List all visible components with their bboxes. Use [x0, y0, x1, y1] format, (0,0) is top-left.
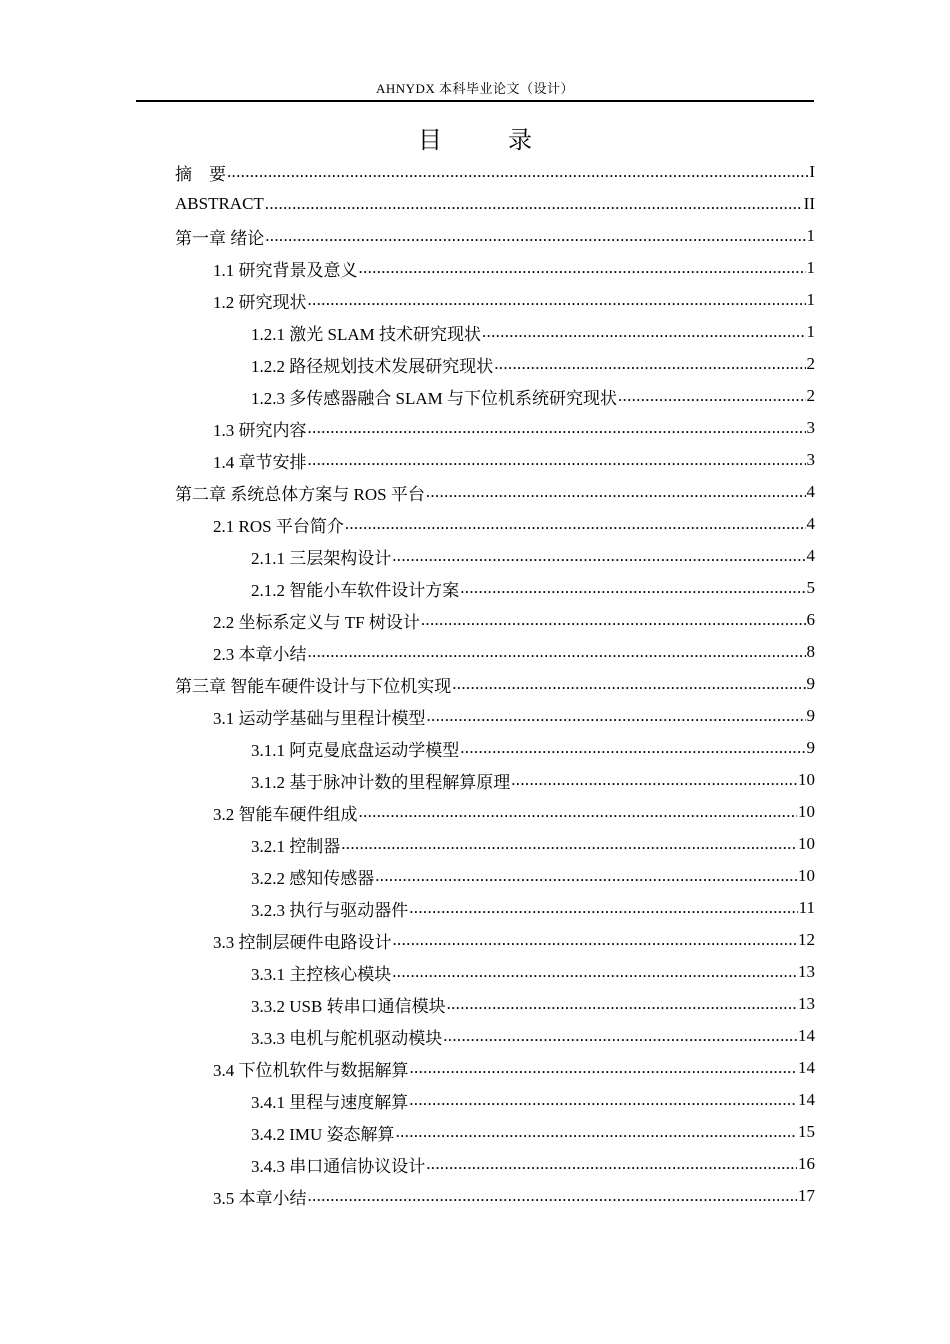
toc-entry[interactable]: [175, 732, 815, 764]
toc-entry-page-number: 4: [806, 514, 815, 533]
toc-entry[interactable]: [175, 188, 815, 220]
toc-entry[interactable]: [175, 252, 815, 284]
toc-dot-leader: [426, 482, 806, 502]
toc-entry-page-number: 10: [798, 802, 815, 821]
toc-entry[interactable]: [175, 636, 815, 668]
toc-entry-label: ABSTRACT: [175, 194, 264, 213]
toc-entry-label: 3.4.3 串口通信协议设计: [251, 1156, 426, 1176]
toc-dot-leader: [494, 354, 805, 374]
toc-dot-leader: [345, 514, 806, 534]
toc-entry-page-number: 16: [798, 1154, 815, 1173]
toc-entry[interactable]: [175, 892, 815, 924]
toc-dot-leader: [308, 290, 806, 310]
toc-entry[interactable]: [175, 316, 815, 348]
toc-dot-leader: [409, 1090, 797, 1110]
toc-dot-leader: [447, 994, 797, 1014]
toc-entry-label: 1.4 章节安排: [213, 452, 307, 472]
toc-entry-label: 3.4 下位机软件与数据解算: [213, 1060, 409, 1080]
toc-entry-label: 2.2 坐标系定义与 TF 树设计: [213, 612, 420, 632]
toc-entry-label: 3.1 运动学基础与里程计模型: [213, 708, 426, 728]
toc-entry-page-number: 15: [798, 1122, 815, 1141]
toc-entry-page-number: I: [809, 162, 815, 181]
toc-dot-leader: [427, 706, 806, 726]
toc-dot-leader: [393, 930, 798, 950]
toc-entry-page-number: 1: [806, 226, 815, 245]
toc-entry-label: 1.2 研究现状: [213, 292, 307, 312]
toc-entry[interactable]: [175, 220, 815, 252]
toc-entry-label: 2.3 本章小结: [213, 644, 307, 664]
toc-entry-label: 第一章 绪论: [175, 228, 265, 248]
toc-entry[interactable]: [175, 604, 815, 636]
toc-entry-label: 3.3.2 USB 转串口通信模块: [251, 996, 446, 1016]
toc-dot-leader: [265, 194, 803, 214]
toc-entry-page-number: 6: [806, 610, 815, 629]
toc-dot-leader: [618, 386, 806, 406]
running-header: AHNYDX 本科毕业论文（设计）: [375, 81, 575, 96]
toc-dot-leader: [443, 1026, 797, 1046]
toc-entry[interactable]: [175, 1116, 815, 1148]
toc-dot-leader: [392, 546, 805, 566]
toc-entry[interactable]: [175, 1180, 815, 1212]
toc-entry[interactable]: [175, 828, 815, 860]
toc-dot-leader: [460, 578, 805, 598]
toc-entry[interactable]: [175, 380, 815, 412]
toc-entry[interactable]: [175, 540, 815, 572]
toc-entry[interactable]: [175, 764, 815, 796]
toc-entry-label: 3.2.2 感知传感器: [251, 868, 375, 888]
toc-entry-page-number: 13: [798, 994, 815, 1013]
toc-dot-leader: [308, 450, 806, 470]
toc-entry-page-number: 1: [806, 322, 815, 341]
toc-entry[interactable]: [175, 572, 815, 604]
toc-entry[interactable]: [175, 988, 815, 1020]
toc-dot-leader: [392, 962, 797, 982]
toc-entry-label: 1.2.1 激光 SLAM 技术研究现状: [251, 324, 481, 344]
toc-dot-leader: [421, 610, 806, 630]
toc-entry[interactable]: [175, 476, 815, 508]
toc-entry-label: 3.1.1 阿克曼底盘运动学模型: [251, 740, 460, 760]
toc-entry[interactable]: [175, 1148, 815, 1180]
toc-dot-leader: [308, 418, 806, 438]
toc-dot-leader: [410, 1058, 798, 1078]
toc-entry-page-number: 10: [798, 770, 815, 789]
toc-entry-label: 3.2.3 执行与驱动器件: [251, 900, 409, 920]
toc-entry-label: 3.3 控制层硬件电路设计: [213, 932, 392, 952]
toc-entry-page-number: 9: [806, 738, 815, 757]
toc-entry-page-number: 12: [798, 930, 815, 949]
toc-entry-page-number: 17: [798, 1186, 815, 1205]
toc-entry-label: 2.1.1 三层架构设计: [251, 548, 392, 568]
toc-entry-page-number: II: [803, 194, 815, 213]
toc-entry[interactable]: [175, 796, 815, 828]
toc-entry-label: 1.2.2 路径规划技术发展研究现状: [251, 356, 494, 376]
toc-dot-leader: [452, 674, 805, 694]
toc-entry-page-number: 5: [806, 578, 815, 597]
toc-entry-page-number: 3: [806, 450, 815, 469]
header-divider: [136, 100, 814, 102]
toc-entry-label: 3.4.2 IMU 姿态解算: [251, 1124, 395, 1144]
toc-entry-page-number: 4: [806, 482, 815, 501]
toc-entry-label: 3.1.2 基于脉冲计数的里程解算原理: [251, 772, 511, 792]
toc-entry-page-number: 10: [798, 834, 815, 853]
toc-entry-page-number: 9: [806, 706, 815, 725]
toc-entry[interactable]: [175, 156, 815, 188]
toc-entry-label: 1.3 研究内容: [213, 420, 307, 440]
page-title: 目 录: [418, 128, 562, 154]
toc-entry-label: 1.1 研究背景及意义: [213, 260, 358, 280]
toc-entry-label: 3.4.1 里程与速度解算: [251, 1092, 409, 1112]
toc-dot-leader: [460, 738, 805, 758]
toc-entry[interactable]: [175, 444, 815, 476]
toc-entry-page-number: 10: [798, 866, 815, 885]
toc-entry[interactable]: [175, 668, 815, 700]
toc-dot-leader: [359, 258, 806, 278]
toc-entry-page-number: 9: [806, 674, 815, 693]
toc-entry[interactable]: [175, 956, 815, 988]
toc-entry-page-number: 1: [806, 258, 815, 277]
toc-entry-label: 2.1 ROS 平台简介: [213, 516, 344, 536]
toc-entry-page-number: 2: [806, 386, 815, 405]
toc-dot-leader: [375, 866, 797, 886]
toc-dot-leader: [341, 834, 797, 854]
toc-entry[interactable]: [175, 700, 815, 732]
toc-entry-page-number: 14: [798, 1058, 815, 1077]
toc-dot-leader: [409, 898, 797, 918]
table-of-contents: [175, 156, 815, 1212]
toc-entry-label: 第三章 智能车硬件设计与下位机实现: [175, 676, 452, 696]
toc-entry-page-number: 4: [806, 546, 815, 565]
toc-dot-leader: [359, 802, 798, 822]
toc-entry[interactable]: [175, 412, 815, 444]
toc-entry[interactable]: [175, 1084, 815, 1116]
toc-entry-page-number: 1: [806, 290, 815, 309]
toc-entry-label: 3.5 本章小结: [213, 1188, 307, 1208]
toc-dot-leader: [265, 226, 805, 246]
toc-entry-label: 3.3.3 电机与舵机驱动模块: [251, 1028, 443, 1048]
toc-entry-page-number: 8: [806, 642, 815, 661]
toc-entry-page-number: 3: [806, 418, 815, 437]
toc-entry-label: 第二章 系统总体方案与 ROS 平台: [175, 484, 425, 504]
toc-entry-page-number: 11: [798, 898, 815, 917]
toc-entry-label: 摘 要: [175, 164, 226, 184]
toc-entry[interactable]: [175, 284, 815, 316]
toc-entry[interactable]: [175, 924, 815, 956]
toc-entry-label: 2.1.2 智能小车软件设计方案: [251, 580, 460, 600]
toc-entry-label: 3.3.1 主控核心模块: [251, 964, 392, 984]
toc-entry-page-number: 14: [798, 1026, 815, 1045]
toc-entry-label: 3.2.1 控制器: [251, 836, 341, 856]
toc-dot-leader: [426, 1154, 797, 1174]
toc-dot-leader: [482, 322, 806, 342]
toc-dot-leader: [308, 642, 806, 662]
toc-entry[interactable]: [175, 1052, 815, 1084]
toc-entry-label: 3.2 智能车硬件组成: [213, 804, 358, 824]
toc-entry-label: 1.2.3 多传感器融合 SLAM 与下位机系统研究现状: [251, 388, 617, 408]
toc-dot-leader: [511, 770, 797, 790]
toc-entry-page-number: 2: [806, 354, 815, 373]
toc-dot-leader: [308, 1186, 798, 1206]
toc-entry[interactable]: [175, 860, 815, 892]
toc-entry[interactable]: [175, 348, 815, 380]
toc-dot-leader: [227, 162, 808, 182]
toc-entry[interactable]: [175, 1020, 815, 1052]
toc-entry[interactable]: [175, 508, 815, 540]
toc-entry-page-number: 14: [798, 1090, 815, 1109]
toc-dot-leader: [396, 1122, 797, 1142]
toc-entry-page-number: 13: [798, 962, 815, 981]
